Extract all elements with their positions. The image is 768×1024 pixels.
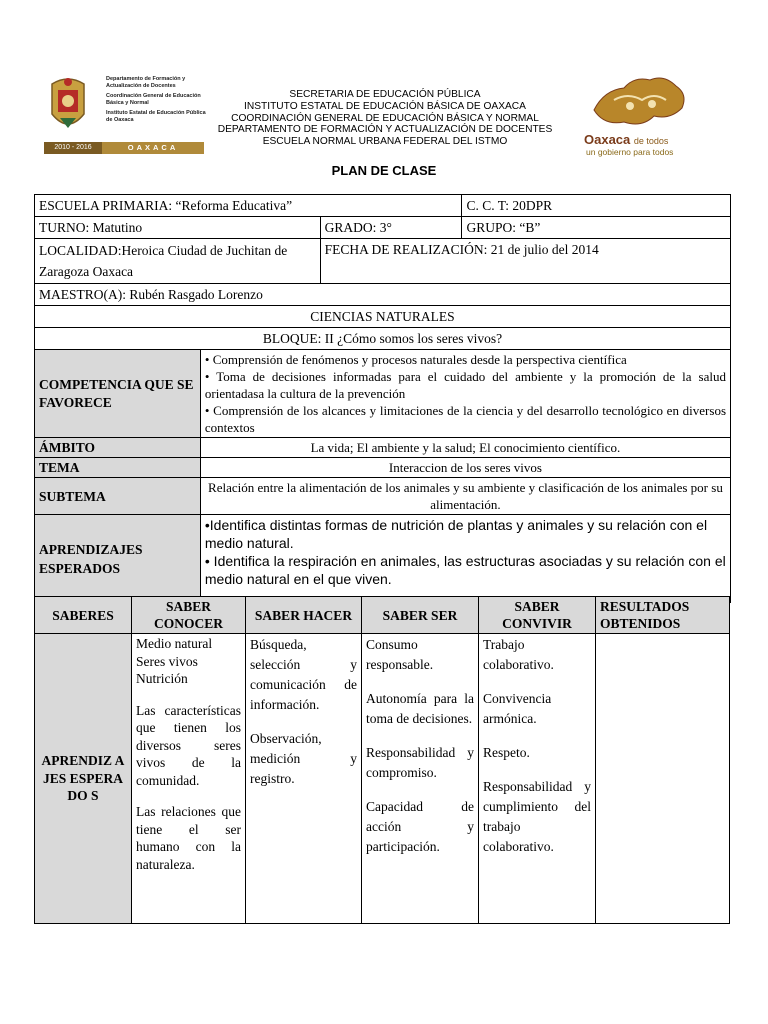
saber-conocer-cell [132, 634, 246, 924]
conocer-item: Las relaciones que tiene el ser humano con la naturaleza. [136, 804, 241, 872]
header-saber-conocer: SABER CONOCER [132, 597, 246, 634]
header-saber-hacer: SABER HACER [246, 597, 362, 634]
left-logo [44, 74, 204, 156]
header-resultados: RESULTADOS OBTENIDOS [596, 597, 730, 634]
cct-cell: C. C. T: 20DPR [462, 195, 731, 217]
header-line-4: DEPARTAMENTO DE FORMACIÓN Y ACTUALIZACIÓN DE DOCENTES [217, 124, 553, 136]
saberes-table [34, 596, 730, 924]
bloque-cell: BLOQUE: II ¿Cómo somos los seres vivos? [35, 328, 731, 350]
grupo-cell: GRUPO: “B” [462, 217, 731, 239]
turno-cell: TURNO: Matutino [35, 217, 321, 239]
oaxaca-crest-icon [46, 74, 90, 138]
saber-ser-cell [362, 634, 479, 924]
dept-line-1: Departamento de Formación y Actualización de Docentes [106, 76, 186, 89]
ambito-value: La vida; El ambiente y la salud; El conocimiento científico. [200, 438, 730, 458]
conocer-item: Medio natural [136, 636, 213, 651]
convivir-item: Convivencia armónica. [483, 691, 552, 726]
competencia-item: • Comprensión de fenómenos y procesos naturales desde la perspectiva científica [204, 352, 627, 367]
subtema-label: SUBTEMA [35, 478, 201, 515]
saber-convivir-cell [479, 634, 596, 924]
header-line-5: ESCUELA NORMAL URBANA FEDERAL DEL ISTMO [262, 136, 508, 148]
fecha-cell: FECHA DE REALIZACIÓN: 21 de julio del 2014 [320, 239, 730, 284]
convivir-item: Responsabilidad y cumplimiento del trabajo colaborativo. [483, 779, 591, 854]
page-title: PLAN DE CLASE [331, 163, 437, 178]
ser-item: Consumo responsable. [366, 637, 434, 672]
dept-line-3: Instituto Estatal de Educación Pública de Oaxaca [106, 110, 206, 123]
logo-state: OAXACA [127, 143, 179, 152]
competencia-item: • Toma de decisiones informadas para el cuidado del ambiente y la promoción de la salud orientadasa la cultura de la prevención [204, 369, 726, 401]
hacer-item: Observación, medición y registro. [250, 731, 357, 786]
saber-hacer-cell [246, 634, 362, 924]
header-saberes: SABERES [35, 597, 132, 634]
institution-header [205, 89, 565, 148]
aprendizajes-label: APRENDIZAJES ESPERADOS [35, 515, 201, 603]
aprendizaje-item: • Identifica la respiración en animales, las estructuras asociadas y su relación con el medio natural en el que viven. [204, 553, 726, 587]
right-logo [584, 70, 696, 160]
plan-info-table [34, 194, 731, 603]
competencia-item: • Comprensión de los alcances y limitaciones de la ciencia y del desarrollo tecnológico en diversos contextos [204, 403, 726, 435]
header-saber-ser: SABER SER [362, 597, 479, 634]
conocer-item: Seres vivos [136, 653, 198, 669]
maestro-cell: MAESTRO(A): Rubén Rasgado Lorenzo [35, 284, 731, 306]
logo-years: 2010 - 2016 [44, 142, 102, 154]
grado-cell: GRADO: 3° [320, 217, 462, 239]
brand-suffix: de todos [633, 136, 669, 146]
header-saber-convivir: SABER CONVIVIR [479, 597, 596, 634]
materia-cell: CIENCIAS NATURALES [35, 306, 731, 328]
brand-tagline: un gobierno para todos [586, 147, 674, 157]
dept-line-2: Coordinación General de Educación Básica y Normal [106, 93, 201, 106]
aprendizaje-item: •Identifica distintas formas de nutrición de plantas y animales y su relación con el medio natural. [204, 517, 708, 551]
subtema-value: Relación entre la alimentación de los animales y su ambiente y clasificación de los animales por su alimentación. [200, 478, 730, 515]
convivir-item: Trabajo colaborativo. [483, 637, 554, 672]
header-line-2: INSTITUTO ESTATAL DE EDUCACIÓN BÁSICA DE OAXACA [244, 100, 526, 112]
header-line-3: COORDINACIÓN GENERAL DE EDUCACIÓN BÁSICA Y NORMAL [231, 112, 539, 124]
competencia-label: COMPETENCIA QUE SE FAVORECE [35, 350, 201, 438]
conocer-item: Las características que tienen los diversos seres vivos de la comunidad. [136, 702, 241, 788]
tema-label: TEMA [35, 458, 201, 478]
escuela-cell: ESCUELA PRIMARIA: “Reforma Educativa” [35, 195, 462, 217]
resultados-cell [596, 634, 730, 924]
ser-item: Capacidad de acción y participación. [366, 799, 474, 854]
localidad-cell: LOCALIDAD:Heroica Ciudad de Juchitan de Zaragoza Oaxaca [35, 239, 321, 284]
ambito-label: ÁMBITO [35, 438, 201, 458]
header-line-1: SECRETARIA DE EDUCACIÓN PÚBLICA [289, 89, 481, 100]
conocer-item: Nutrición [136, 671, 188, 686]
aprendizajes-list [200, 515, 730, 603]
competencia-list [200, 350, 730, 438]
convivir-item: Respeto. [483, 745, 530, 760]
oaxaca-map-icon [584, 70, 696, 132]
ser-item: Autonomía para la toma de decisiones. [366, 691, 474, 726]
aprendizajes-row-label: APRENDIZ AJES ESPERADO S [35, 634, 132, 924]
brand-name: Oaxaca [584, 132, 631, 147]
logo-bar [44, 142, 204, 154]
tema-value: Interaccion de los seres vivos [200, 458, 730, 478]
ser-item: Responsabilidad y compromiso. [366, 745, 474, 780]
hacer-item: Búsqueda, selección y comunicación de información. [250, 637, 357, 712]
